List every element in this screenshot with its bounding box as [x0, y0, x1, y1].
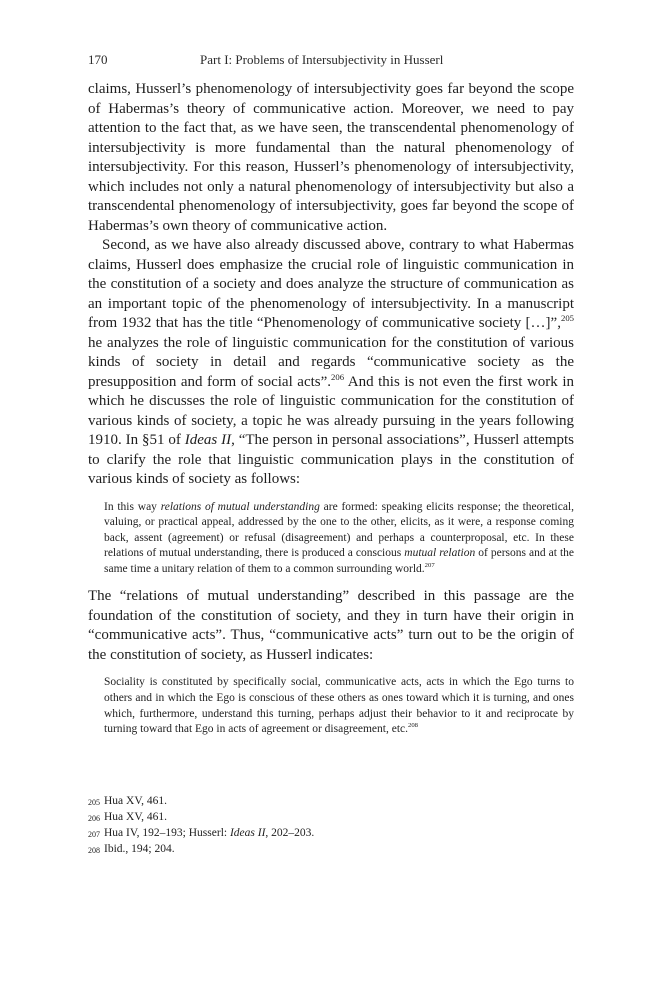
running-title: Part I: Problems of Intersubjectivity in Husserl: [200, 52, 444, 67]
paragraph-3: The “relations of mutual understanding” described in this passage are the foundation of the constitution of society, and they in turn have their origin in “communicative acts”. Thus, “communicative acts” turn out to be the origin of the constitution of society, as Husserl indicates:: [88, 588, 574, 663]
block-quote-1: In this way relations of mutual understanding are formed: speaking elicits response; the theoretical, valuing, or practical appeal, addressed by the one to the other, elicits, as it were, a response coming back, assent (agreement) or refusal (disagreement) and perhaps a counterproposal, etc. In these relations of mutual understanding, there is produced a conscious mutual relation of persons and at the same time a unitary relation of them to a common surrounding world.$^{207}$: [104, 500, 575, 575]
footnote-ref-208: 208: [408, 722, 418, 730]
footnote: 208 Ibid., 194; 204.: [88, 842, 175, 855]
page-number: 170: [88, 52, 108, 67]
paragraph-2: Second, as we have also already discussed above, contrary to what Habermas claims, Husserl does emphasize the crucial role of linguistic communication in the constitution of a society and does analyze the structure of communication as an important topic of the phenomenology of intersubjectivity. In a manuscript from 1932 that has the title “Phenomenology of communicative society […]”,$^{205}$ he analyzes the role of linguistic communication for the constitution of various kinds of society in detail and regards “communicative society as the presupposition and form of social acts”.$^{206}$ And this is not even the first work in which he discusses the role of linguistic communication for the constitution of various kinds of society, a topic he was already pursuing in the years following 1910. In §51 of Ideas II, “The person in personal associations”, Husserl attempts to clarify the role that linguistic communication plays in the constitution of various kinds of society as follows:: [88, 237, 575, 487]
book-page: [88, 52, 574, 858]
footnote: 206 Hua XV, 461.: [88, 810, 168, 823]
footnote: 205 Hua XV, 461.: [88, 794, 168, 807]
paragraph-1: claims, Husserl’s phenomenology of intersubjectivity goes far beyond the scope of Habermas’s theory of communicative action. Moreover, we need to pay attention to the fact that, as we have seen, the transcendental phenomenology of intersubjectivity is more fundamental than the natural phenomenology of intersubjectivity. For this reason, Husserl’s phenomenology of intersubjectivity, which includes not only a natural phenomenology of intersubjectivity but also a transcendental phenomenology of intersubjectivity, goes far beyond the scope of Habermas’s own theory of communicative action.: [88, 81, 574, 234]
footnote: 207 Hua IV, 192–193; Husserl: Ideas II, 202–203.: [88, 826, 315, 839]
footnotes: [88, 794, 574, 858]
page-header: [88, 52, 574, 72]
footnote-ref-206: 206: [331, 371, 345, 382]
block-quote-2: Sociality is constituted by specifically social, communicative acts, acts in which the Ego turns to others and in which the Ego is conscious of these others as ones toward which it is turning, and ones which, furthermore, understand this turning, perhaps adjust their behavior to it and reciprocate by turning toward that Ego in acts of agreement or disagreement, etc.$^{208}$: [104, 676, 574, 736]
footnote-ref-207: 207: [424, 562, 435, 570]
footnote-ref-205: 205: [560, 313, 574, 323]
ideas-ii-title: Ideas II: [184, 432, 232, 448]
